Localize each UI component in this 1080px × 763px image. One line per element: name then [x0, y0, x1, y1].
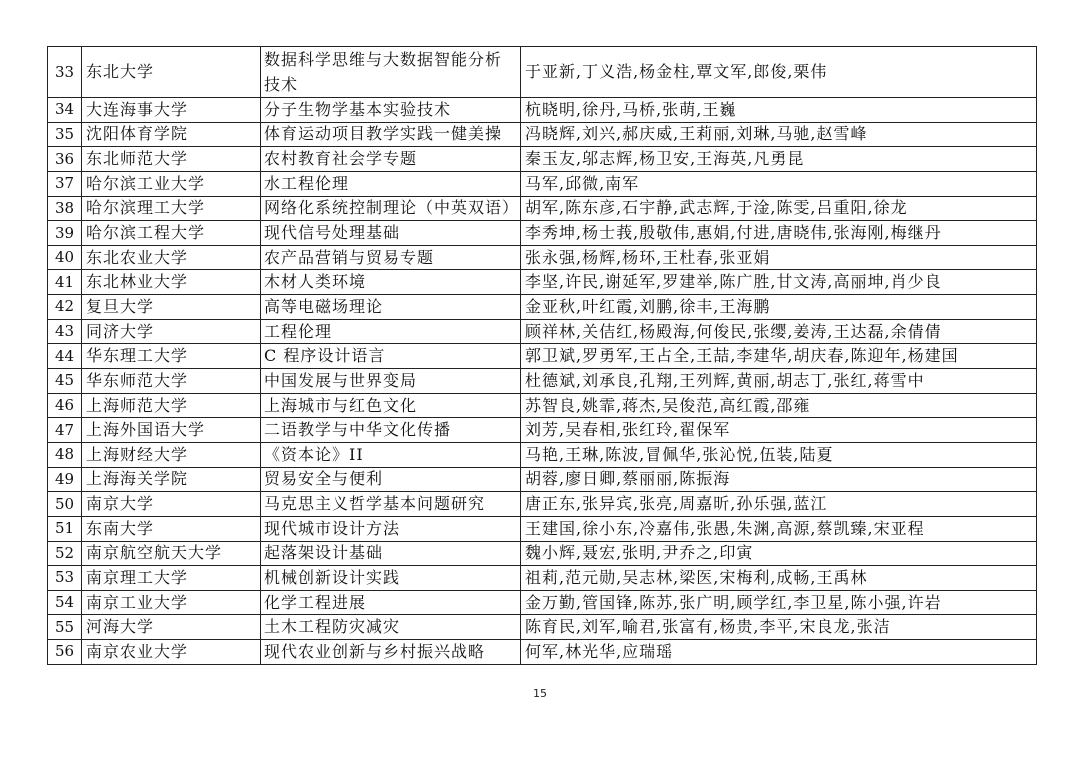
row-number-cell: 36: [48, 147, 82, 172]
university-cell: 上海师范大学: [82, 393, 261, 418]
course-name-cell: 工程伦理: [261, 319, 521, 344]
course-name-cell: 水工程伦理: [261, 171, 521, 196]
table-row: [48, 516, 1037, 541]
row-number-cell: 51: [48, 516, 82, 541]
page-number: 15: [533, 687, 547, 700]
course-name-cell: 现代农业创新与乡村振兴战略: [261, 640, 521, 665]
row-number-cell: 46: [48, 393, 82, 418]
row-number-cell: 52: [48, 541, 82, 566]
course-name-cell: 二语教学与中华文化传播: [261, 418, 521, 443]
university-cell: 南京大学: [82, 492, 261, 517]
university-cell: 复旦大学: [82, 295, 261, 320]
table-row: [48, 467, 1037, 492]
teachers-cell: 金亚秋,叶红霞,刘鹏,徐丰,王海鹏: [521, 295, 1037, 320]
course-name-cell: 贸易安全与便利: [261, 467, 521, 492]
teachers-cell: 冯晓辉,刘兴,郝庆威,王莉丽,刘琳,马驰,赵雪峰: [521, 122, 1037, 147]
row-number-cell: 34: [48, 98, 82, 123]
row-number-cell: 53: [48, 566, 82, 591]
university-cell: 东北大学: [82, 47, 261, 98]
teachers-cell: 金万勤,管国锋,陈苏,张广明,顾学红,李卫星,陈小强,许岩: [521, 590, 1037, 615]
course-name-cell: 中国发展与世界变局: [261, 369, 521, 394]
row-number-cell: 41: [48, 270, 82, 295]
row-number-cell: 40: [48, 245, 82, 270]
course-name-cell: 现代信号处理基础: [261, 221, 521, 246]
table-row: [48, 369, 1037, 394]
course-name-cell: 木材人类环境: [261, 270, 521, 295]
course-name-cell: 《资本论》II: [261, 442, 521, 467]
table-row: [48, 590, 1037, 615]
row-number-cell: 42: [48, 295, 82, 320]
row-number-cell: 56: [48, 640, 82, 665]
table-row: [48, 442, 1037, 467]
table-row: [48, 47, 1037, 98]
table-row: [48, 640, 1037, 665]
table-row: [48, 147, 1037, 172]
teachers-cell: 苏智良,姚霏,蒋杰,吴俊范,高红霞,邵雍: [521, 393, 1037, 418]
teachers-cell: 马艳,王琳,陈波,冒佩华,张沁悦,伍装,陆夏: [521, 442, 1037, 467]
teachers-cell: 杭晓明,徐丹,马桥,张萌,王巍: [521, 98, 1037, 123]
university-cell: 上海海关学院: [82, 467, 261, 492]
university-cell: 河海大学: [82, 615, 261, 640]
teachers-cell: 何军,林光华,应瑞瑶: [521, 640, 1037, 665]
university-cell: 上海财经大学: [82, 442, 261, 467]
row-number-cell: 47: [48, 418, 82, 443]
table-body: [48, 47, 1037, 665]
course-name-cell: 化学工程进展: [261, 590, 521, 615]
table-row: [48, 245, 1037, 270]
course-name-cell: 上海城市与红色文化: [261, 393, 521, 418]
teachers-cell: 于亚新,丁义浩,杨金柱,覃文军,郎俊,栗伟: [521, 47, 1037, 98]
row-number-cell: 55: [48, 615, 82, 640]
row-number-cell: 54: [48, 590, 82, 615]
teachers-cell: 李秀坤,杨士莪,殷敬伟,惠娟,付进,唐晓伟,张海刚,梅继丹: [521, 221, 1037, 246]
course-name-cell: 分子生物学基本实验技术: [261, 98, 521, 123]
teachers-cell: 李坚,许民,谢延军,罗建举,陈广胜,甘文涛,高丽坤,肖少良: [521, 270, 1037, 295]
university-cell: 华东师范大学: [82, 369, 261, 394]
row-number-cell: 37: [48, 171, 82, 196]
course-name-cell: 网络化系统控制理论（中英双语）: [261, 196, 521, 221]
university-cell: 华东理工大学: [82, 344, 261, 369]
row-number-cell: 49: [48, 467, 82, 492]
table-row: [48, 270, 1037, 295]
table-row: [48, 541, 1037, 566]
university-cell: 哈尔滨理工大学: [82, 196, 261, 221]
table-row: [48, 344, 1037, 369]
row-number-cell: 43: [48, 319, 82, 344]
university-cell: 东南大学: [82, 516, 261, 541]
course-name-cell: 数据科学思维与大数据智能分析技术: [261, 47, 521, 98]
row-number-cell: 33: [48, 47, 82, 98]
university-cell: 上海外国语大学: [82, 418, 261, 443]
teachers-cell: 顾祥林,关佶红,杨殿海,何俊民,张缨,姜涛,王达磊,余倩倩: [521, 319, 1037, 344]
row-number-cell: 48: [48, 442, 82, 467]
university-cell: 哈尔滨工程大学: [82, 221, 261, 246]
university-cell: 南京理工大学: [82, 566, 261, 591]
university-cell: 大连海事大学: [82, 98, 261, 123]
row-number-cell: 44: [48, 344, 82, 369]
table-row: [48, 492, 1037, 517]
table-row: [48, 122, 1037, 147]
teachers-cell: 胡军,陈东彦,石宇静,武志辉,于淦,陈雯,吕重阳,徐龙: [521, 196, 1037, 221]
university-cell: 东北农业大学: [82, 245, 261, 270]
course-name-cell: 农产品营销与贸易专题: [261, 245, 521, 270]
table-row: [48, 221, 1037, 246]
row-number-cell: 50: [48, 492, 82, 517]
university-cell: 哈尔滨工业大学: [82, 171, 261, 196]
course-name-cell: 农村教育社会学专题: [261, 147, 521, 172]
university-cell: 东北师范大学: [82, 147, 261, 172]
course-name-cell: 高等电磁场理论: [261, 295, 521, 320]
course-name-cell: 机械创新设计实践: [261, 566, 521, 591]
teachers-cell: 陈育民,刘军,喻君,张富有,杨贵,李平,宋良龙,张洁: [521, 615, 1037, 640]
table-row: [48, 295, 1037, 320]
teachers-cell: 祖莉,范元勋,吴志林,梁医,宋梅利,成畅,王禹林: [521, 566, 1037, 591]
teachers-cell: 郭卫斌,罗勇军,王占全,王喆,李建华,胡庆春,陈迎年,杨建国: [521, 344, 1037, 369]
university-cell: 沈阳体育学院: [82, 122, 261, 147]
teachers-cell: 杜德斌,刘承良,孔翔,王列辉,黄丽,胡志丁,张红,蒋雪中: [521, 369, 1037, 394]
table-row: [48, 319, 1037, 344]
university-cell: 南京工业大学: [82, 590, 261, 615]
teachers-cell: 刘芳,吴春相,张红玲,翟保军: [521, 418, 1037, 443]
teachers-cell: 马军,邱微,南军: [521, 171, 1037, 196]
course-name-cell: 土木工程防灾减灾: [261, 615, 521, 640]
teachers-cell: 秦玉友,邬志辉,杨卫安,王海英,凡勇昆: [521, 147, 1037, 172]
course-name-cell: 体育运动项目教学实践一健美操: [261, 122, 521, 147]
teachers-cell: 胡蓉,廖日卿,蔡丽丽,陈振海: [521, 467, 1037, 492]
teachers-cell: 魏小辉,聂宏,张明,尹乔之,印寅: [521, 541, 1037, 566]
course-list-table: [47, 46, 1037, 665]
table-row: [48, 566, 1037, 591]
table-row: [48, 615, 1037, 640]
teachers-cell: 唐正东,张异宾,张亮,周嘉昕,孙乐强,蓝江: [521, 492, 1037, 517]
university-cell: 南京航空航天大学: [82, 541, 261, 566]
row-number-cell: 38: [48, 196, 82, 221]
course-name-cell: 马克思主义哲学基本问题研究: [261, 492, 521, 517]
university-cell: 同济大学: [82, 319, 261, 344]
table-row: [48, 171, 1037, 196]
row-number-cell: 39: [48, 221, 82, 246]
table-row: [48, 418, 1037, 443]
teachers-cell: 张永强,杨辉,杨环,王杜春,张亚娟: [521, 245, 1037, 270]
course-name-cell: C 程序设计语言: [261, 344, 521, 369]
course-name-cell: 起落架设计基础: [261, 541, 521, 566]
row-number-cell: 35: [48, 122, 82, 147]
teachers-cell: 王建国,徐小东,冷嘉伟,张愚,朱渊,高源,蔡凯臻,宋亚程: [521, 516, 1037, 541]
university-cell: 东北林业大学: [82, 270, 261, 295]
table-row: [48, 98, 1037, 123]
course-name-cell: 现代城市设计方法: [261, 516, 521, 541]
table-row: [48, 196, 1037, 221]
table-row: [48, 393, 1037, 418]
university-cell: 南京农业大学: [82, 640, 261, 665]
row-number-cell: 45: [48, 369, 82, 394]
